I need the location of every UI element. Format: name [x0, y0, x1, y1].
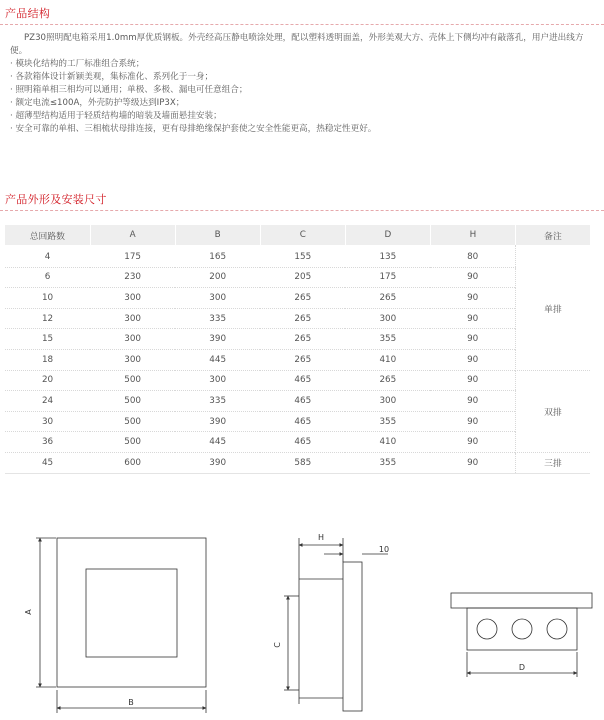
header-h: H: [430, 225, 515, 245]
header-a: A: [90, 225, 175, 245]
table-row: [5, 452, 590, 473]
section-title-structure: 产品结构: [5, 7, 51, 20]
table-header-row: [5, 225, 590, 245]
cell-note-double-row: 双排: [515, 370, 590, 452]
cell-d: 300: [345, 308, 430, 329]
cell-d: 410: [345, 432, 430, 453]
section-divider: [0, 24, 604, 25]
dimension-table: [5, 225, 590, 474]
cell-a: 600: [90, 452, 175, 473]
cell-b: 335: [175, 391, 260, 412]
dim-label-b: B: [128, 698, 134, 707]
cell-a: 300: [90, 308, 175, 329]
table-row: [5, 288, 590, 309]
feature-item: · 各款箱体设计新颖美观，集标准化、系列化于一身；: [10, 72, 214, 82]
feature-item: · 模块化结构的工厂标准组合系统；: [10, 59, 145, 69]
cell-circuits: 20: [5, 370, 90, 391]
cell-c: 585: [260, 452, 345, 473]
table-row: [5, 432, 590, 453]
cell-b: 165: [175, 245, 260, 267]
cell-h: 90: [430, 308, 515, 329]
cell-h: 90: [430, 288, 515, 309]
cell-h: 80: [430, 245, 515, 267]
cell-circuits: 4: [5, 245, 90, 267]
cell-a: 230: [90, 267, 175, 288]
intro-paragraph: PZ30照明配电箱采用1.0mm厚优质钢板。外壳经高压静电喷涂处理，配以塑料透明面盖，外形美观大方、壳体上下侧均冲有敲落孔，用户进出线方便。: [10, 33, 584, 56]
cell-a: 300: [90, 288, 175, 309]
table-row: [5, 329, 590, 350]
feature-item: · 额定电流≤100A，外壳防护等级达到IP3X；: [10, 98, 185, 108]
dim-label-h: H: [317, 533, 325, 542]
feature-item: · 安全可靠的单相、三相梳状母排连接，更有母排绝缘保护套使之安全性能更高，热稳定性更好。: [10, 124, 377, 134]
cell-d: 265: [345, 288, 430, 309]
cell-c: 155: [260, 245, 345, 267]
front-view-drawing: [36, 538, 206, 713]
cell-b: 390: [175, 452, 260, 473]
table-row: [5, 245, 590, 267]
cell-c: 465: [260, 370, 345, 391]
product-description: [10, 32, 595, 136]
cell-c: 465: [260, 432, 345, 453]
header-d: D: [345, 225, 430, 245]
cell-a: 500: [90, 391, 175, 412]
feature-list: [10, 58, 595, 136]
cell-circuits: 18: [5, 349, 90, 370]
cell-d: 355: [345, 452, 430, 473]
dim-label-d: D: [518, 663, 526, 672]
cell-c: 465: [260, 391, 345, 412]
cell-b: 200: [175, 267, 260, 288]
side-view-drawing: [284, 538, 388, 711]
header-note: 备注: [515, 225, 590, 245]
header-b: B: [175, 225, 260, 245]
dim-label-c: C: [273, 642, 282, 648]
cell-c: 265: [260, 329, 345, 350]
cell-a: 300: [90, 349, 175, 370]
cell-c: 265: [260, 349, 345, 370]
cell-b: 390: [175, 329, 260, 350]
cell-d: 300: [345, 391, 430, 412]
table-row: [5, 370, 590, 391]
cell-b: 445: [175, 432, 260, 453]
cell-d: 410: [345, 349, 430, 370]
cell-c: 265: [260, 308, 345, 329]
section-title-dimensions: 产品外形及安装尺寸: [5, 193, 107, 206]
cell-b: 335: [175, 308, 260, 329]
cell-b: 445: [175, 349, 260, 370]
cell-h: 90: [430, 329, 515, 350]
feature-item: · 超薄型结构适用于轻质结构墙的暗装及墙面悬挂安装；: [10, 111, 222, 121]
cell-note-single-row: 单排: [515, 245, 590, 370]
cell-c: 205: [260, 267, 345, 288]
dim-label-a: A: [24, 609, 33, 615]
cell-h: 90: [430, 452, 515, 473]
cell-b: 390: [175, 411, 260, 432]
cell-circuits: 12: [5, 308, 90, 329]
section-divider: [0, 210, 604, 211]
cell-circuits: 6: [5, 267, 90, 288]
cell-d: 265: [345, 370, 430, 391]
cell-a: 300: [90, 329, 175, 350]
cell-d: 135: [345, 245, 430, 267]
table-row: [5, 349, 590, 370]
cell-c: 465: [260, 411, 345, 432]
cell-a: 500: [90, 432, 175, 453]
cell-d: 175: [345, 267, 430, 288]
cell-h: 90: [430, 267, 515, 288]
cell-d: 355: [345, 411, 430, 432]
dim-label-10: 10: [378, 545, 390, 554]
cell-circuits: 10: [5, 288, 90, 309]
cell-h: 90: [430, 411, 515, 432]
cell-circuits: 30: [5, 411, 90, 432]
cell-h: 90: [430, 370, 515, 391]
cell-d: 355: [345, 329, 430, 350]
cell-h: 90: [430, 432, 515, 453]
cell-h: 90: [430, 349, 515, 370]
table-row: [5, 411, 590, 432]
cell-a: 500: [90, 370, 175, 391]
cell-b: 300: [175, 370, 260, 391]
cell-b: 300: [175, 288, 260, 309]
cell-c: 265: [260, 288, 345, 309]
cell-circuits: 36: [5, 432, 90, 453]
table-row: [5, 391, 590, 412]
cell-h: 90: [430, 391, 515, 412]
cell-circuits: 15: [5, 329, 90, 350]
bottom-view-drawing: [451, 593, 592, 677]
cell-circuits: 24: [5, 391, 90, 412]
header-total-circuits: 总回路数: [5, 225, 90, 245]
cell-circuits: 45: [5, 452, 90, 473]
cell-a: 500: [90, 411, 175, 432]
feature-item: · 照明箱单相三相均可以通用；单极、多极、漏电可任意组合；: [10, 85, 248, 95]
header-c: C: [260, 225, 345, 245]
cell-a: 175: [90, 245, 175, 267]
table-row: [5, 267, 590, 288]
table-row: [5, 308, 590, 329]
cell-note-triple-row: 三排: [515, 452, 590, 473]
